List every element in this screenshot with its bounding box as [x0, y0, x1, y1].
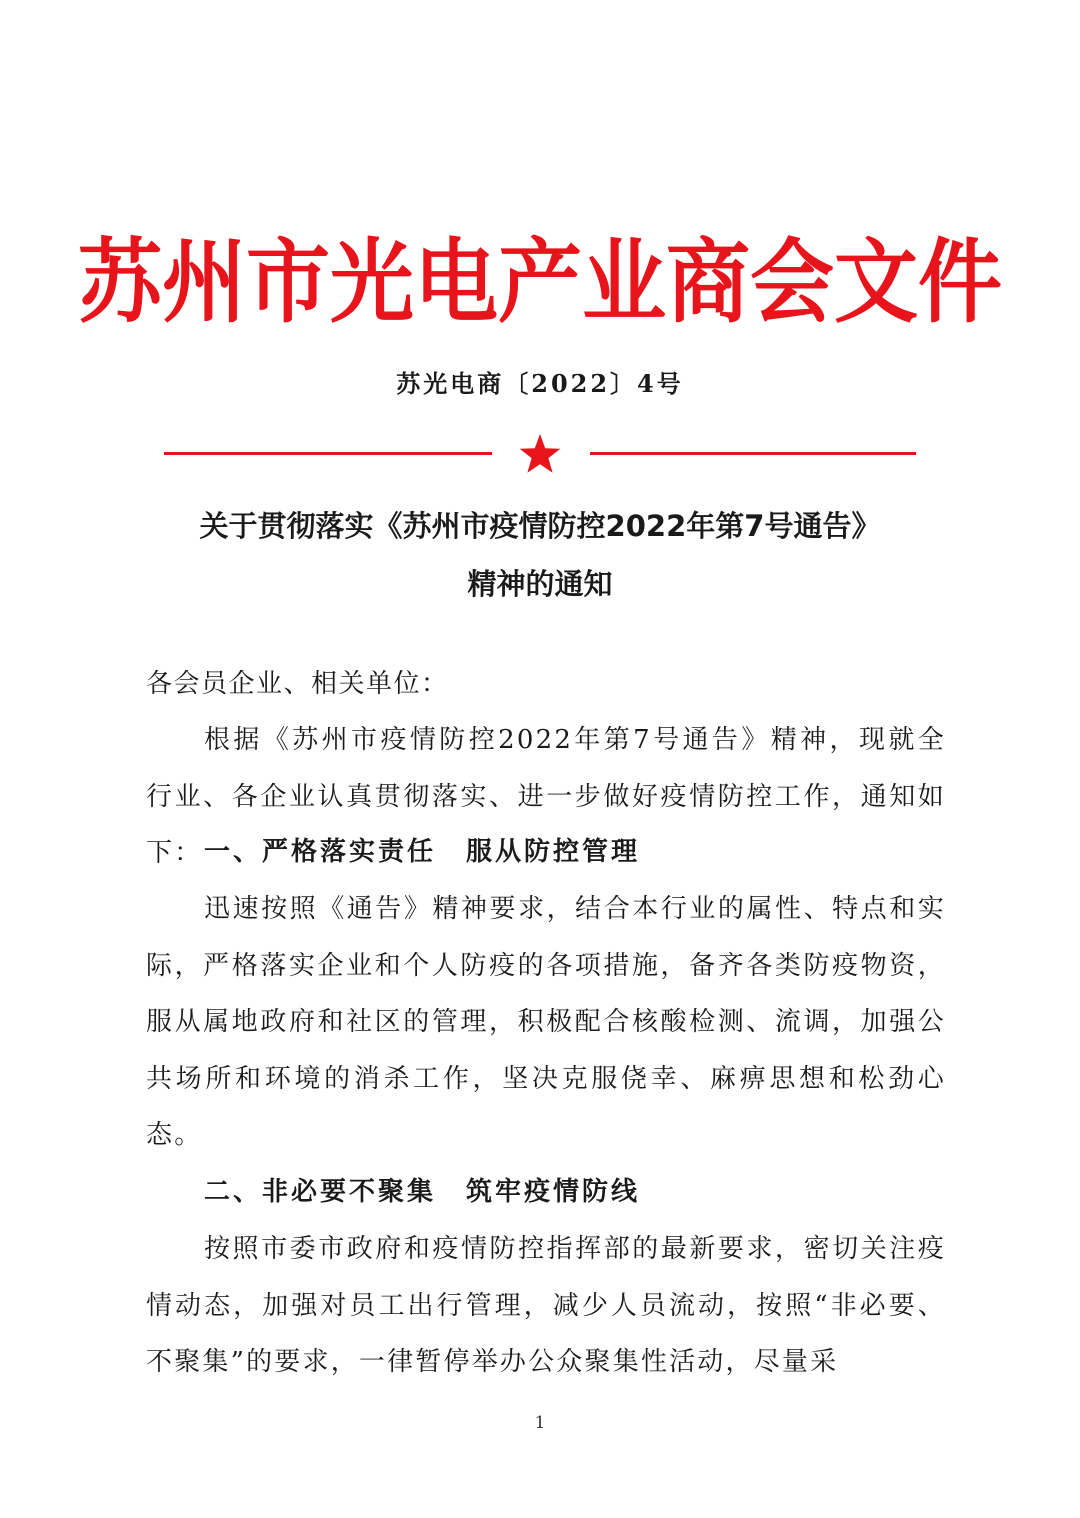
notice-title-line2: 精神的通知	[467, 567, 613, 601]
section2-heading	[146, 1164, 946, 1221]
star-icon	[518, 432, 562, 476]
issuer-header-title: 苏州市光电产业商会文件	[77, 229, 1002, 335]
salutation: 各会员企业、相关单位：	[146, 669, 449, 699]
section2-heading-part-a: 二、非必要不聚集	[204, 1177, 437, 1207]
section1-heading	[146, 824, 946, 881]
intro-paragraph: 根据《苏州市疫情防控2022年第7号通告》精神，现就全行业、各企业认真贯彻落实、进一步做好疫情防控工作，通知如下：	[146, 725, 946, 868]
section1-heading-part-a: 一、严格落实责任	[204, 837, 437, 867]
page-number: 1	[534, 1413, 546, 1433]
section1-paragraph: 迅速按照《通告》精神要求，结合本行业的属性、特点和实际，严格落实企业和个人防疫的各项措施，备齐各类防疫物资，服从属地政府和社区的管理，积极配合核酸检测、流调，加强公共场所和环境的消杀工作，坚决克服侥幸、麻痹思想和松劲心态。	[146, 894, 946, 1150]
divider-line-right	[590, 452, 916, 455]
divider-line-left	[164, 452, 492, 455]
section2-heading-part-b: 筑牢疫情防线	[466, 1177, 641, 1207]
section1-heading-part-b: 服从防控管理	[466, 837, 641, 867]
notice-title-line1: 关于贯彻落实《苏州市疫情防控2022年第7号通告》	[199, 509, 881, 543]
document-number: 苏光电商〔2022〕4号	[396, 369, 684, 398]
section2-paragraph: 按照市委市政府和疫情防控指挥部的最新要求，密切关注疫情动态，加强对员工出行管理，减少人员流动，按照“非必要、不聚集”的要求，一律暂停举办公众聚集性活动，尽量采	[146, 1234, 946, 1377]
